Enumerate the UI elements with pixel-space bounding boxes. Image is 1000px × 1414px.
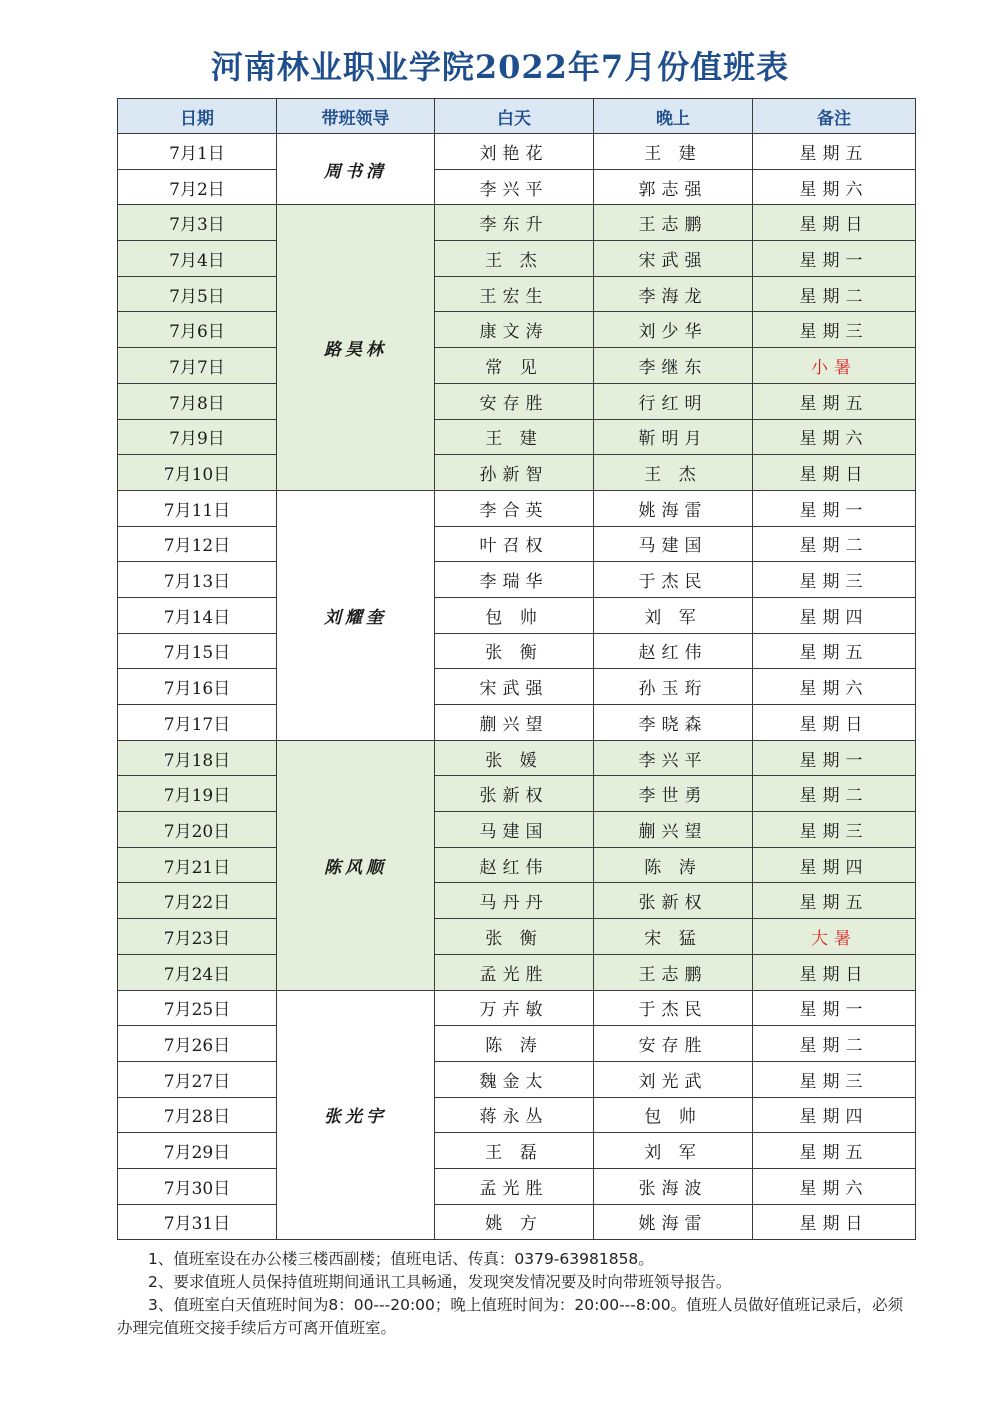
night-duty-cell: 李兴平 bbox=[594, 740, 753, 776]
day-duty-cell: 孟光胜 bbox=[435, 1168, 594, 1204]
day-duty-cell: 安存胜 bbox=[435, 383, 594, 419]
date-cell: 7月20日 bbox=[118, 812, 277, 848]
day-duty-cell: 李合英 bbox=[435, 490, 594, 526]
day-duty-cell: 叶召权 bbox=[435, 526, 594, 562]
night-duty-cell: 王 建 bbox=[594, 134, 753, 170]
remark-cell: 星期五 bbox=[753, 633, 916, 669]
remark-cell: 星期四 bbox=[753, 847, 916, 883]
remark-cell: 星期二 bbox=[753, 526, 916, 562]
night-duty-cell: 赵红伟 bbox=[594, 633, 753, 669]
remark-cell: 星期六 bbox=[753, 1168, 916, 1204]
day-duty-cell: 王 磊 bbox=[435, 1133, 594, 1169]
table-row bbox=[118, 312, 916, 348]
night-duty-cell: 张新权 bbox=[594, 883, 753, 919]
remark-cell: 星期五 bbox=[753, 383, 916, 419]
night-duty-cell: 刘少华 bbox=[594, 312, 753, 348]
night-duty-cell: 刘 军 bbox=[594, 1133, 753, 1169]
day-duty-cell: 张 衡 bbox=[435, 633, 594, 669]
table-row bbox=[118, 205, 916, 241]
night-duty-cell: 姚海雷 bbox=[594, 490, 753, 526]
night-duty-cell: 行红明 bbox=[594, 383, 753, 419]
night-duty-cell: 李晓森 bbox=[594, 705, 753, 741]
date-cell: 7月2日 bbox=[118, 169, 277, 205]
table-row bbox=[118, 383, 916, 419]
remark-cell: 星期六 bbox=[753, 669, 916, 705]
header-night-shift: 晚上 bbox=[594, 99, 753, 134]
day-duty-cell: 李东升 bbox=[435, 205, 594, 241]
night-duty-cell: 李世勇 bbox=[594, 776, 753, 812]
day-duty-cell: 王宏生 bbox=[435, 276, 594, 312]
table-row bbox=[118, 526, 916, 562]
date-cell: 7月6日 bbox=[118, 312, 277, 348]
night-duty-cell: 安存胜 bbox=[594, 1026, 753, 1062]
leader-cell: 陈风顺 bbox=[277, 740, 435, 990]
table-row bbox=[118, 169, 916, 205]
table-row bbox=[118, 705, 916, 741]
night-duty-cell: 宋武强 bbox=[594, 241, 753, 277]
day-duty-cell: 张 衡 bbox=[435, 919, 594, 955]
night-duty-cell: 王 杰 bbox=[594, 455, 753, 491]
date-cell: 7月22日 bbox=[118, 883, 277, 919]
remark-cell: 星期日 bbox=[753, 1204, 916, 1240]
table-row bbox=[118, 241, 916, 277]
day-duty-cell: 马丹丹 bbox=[435, 883, 594, 919]
table-row bbox=[118, 847, 916, 883]
notes-section bbox=[117, 1248, 917, 1340]
table-row bbox=[118, 490, 916, 526]
table-row bbox=[118, 740, 916, 776]
date-cell: 7月5日 bbox=[118, 276, 277, 312]
night-duty-cell: 李继东 bbox=[594, 348, 753, 384]
table-row bbox=[118, 990, 916, 1026]
table-row bbox=[118, 954, 916, 990]
remark-cell: 星期日 bbox=[753, 455, 916, 491]
table-row bbox=[118, 919, 916, 955]
night-duty-cell: 马建国 bbox=[594, 526, 753, 562]
date-cell: 7月29日 bbox=[118, 1133, 277, 1169]
date-cell: 7月7日 bbox=[118, 348, 277, 384]
remark-cell: 星期四 bbox=[753, 597, 916, 633]
table-row bbox=[118, 455, 916, 491]
date-cell: 7月12日 bbox=[118, 526, 277, 562]
date-cell: 7月23日 bbox=[118, 919, 277, 955]
day-duty-cell: 李瑞华 bbox=[435, 562, 594, 598]
day-duty-cell: 陈 涛 bbox=[435, 1026, 594, 1062]
header-remarks: 备注 bbox=[753, 99, 916, 134]
night-duty-cell: 陈 涛 bbox=[594, 847, 753, 883]
remark-cell: 小暑 bbox=[753, 348, 916, 384]
page-title: 河南林业职业学院2022年7月份值班表 bbox=[210, 48, 790, 86]
date-cell: 7月3日 bbox=[118, 205, 277, 241]
night-duty-cell: 宋 猛 bbox=[594, 919, 753, 955]
remark-cell: 大暑 bbox=[753, 919, 916, 955]
night-duty-cell: 于杰民 bbox=[594, 990, 753, 1026]
date-cell: 7月18日 bbox=[118, 740, 277, 776]
table-row bbox=[118, 134, 916, 170]
night-duty-cell: 王志鹏 bbox=[594, 954, 753, 990]
table-header-row bbox=[118, 99, 916, 134]
remark-cell: 星期六 bbox=[753, 419, 916, 455]
date-cell: 7月11日 bbox=[118, 490, 277, 526]
date-cell: 7月9日 bbox=[118, 419, 277, 455]
date-cell: 7月16日 bbox=[118, 669, 277, 705]
remark-cell: 星期二 bbox=[753, 1026, 916, 1062]
table-row bbox=[118, 1133, 916, 1169]
date-cell: 7月15日 bbox=[118, 633, 277, 669]
table-row bbox=[118, 1061, 916, 1097]
duty-table-body bbox=[118, 134, 916, 1240]
date-cell: 7月24日 bbox=[118, 954, 277, 990]
night-duty-cell: 刘 军 bbox=[594, 597, 753, 633]
day-duty-cell: 宋武强 bbox=[435, 669, 594, 705]
remark-cell: 星期三 bbox=[753, 1061, 916, 1097]
table-row bbox=[118, 562, 916, 598]
remark-cell: 星期日 bbox=[753, 954, 916, 990]
table-row bbox=[118, 1204, 916, 1240]
table-row bbox=[118, 419, 916, 455]
remark-cell: 星期二 bbox=[753, 276, 916, 312]
remark-cell: 星期三 bbox=[753, 562, 916, 598]
remark-cell: 星期四 bbox=[753, 1097, 916, 1133]
remark-cell: 星期五 bbox=[753, 134, 916, 170]
remark-cell: 星期六 bbox=[753, 169, 916, 205]
remark-cell: 星期三 bbox=[753, 312, 916, 348]
remark-cell: 星期一 bbox=[753, 490, 916, 526]
day-duty-cell: 马建国 bbox=[435, 812, 594, 848]
day-duty-cell: 万卉敏 bbox=[435, 990, 594, 1026]
day-duty-cell: 常 见 bbox=[435, 348, 594, 384]
remark-cell: 星期日 bbox=[753, 205, 916, 241]
night-duty-cell: 包 帅 bbox=[594, 1097, 753, 1133]
header-date: 日期 bbox=[118, 99, 277, 134]
day-duty-cell: 张新权 bbox=[435, 776, 594, 812]
date-cell: 7月28日 bbox=[118, 1097, 277, 1133]
date-cell: 7月27日 bbox=[118, 1061, 277, 1097]
table-row bbox=[118, 1097, 916, 1133]
date-cell: 7月13日 bbox=[118, 562, 277, 598]
table-row bbox=[118, 276, 916, 312]
table-row bbox=[118, 776, 916, 812]
header-day-shift: 白天 bbox=[435, 99, 594, 134]
day-duty-cell: 魏金太 bbox=[435, 1061, 594, 1097]
day-duty-cell: 蒯兴望 bbox=[435, 705, 594, 741]
date-cell: 7月31日 bbox=[118, 1204, 277, 1240]
night-duty-cell: 王志鹏 bbox=[594, 205, 753, 241]
date-cell: 7月19日 bbox=[118, 776, 277, 812]
date-cell: 7月8日 bbox=[118, 383, 277, 419]
remark-cell: 星期一 bbox=[753, 740, 916, 776]
night-duty-cell: 孙玉珩 bbox=[594, 669, 753, 705]
date-cell: 7月17日 bbox=[118, 705, 277, 741]
remark-cell: 星期一 bbox=[753, 241, 916, 277]
night-duty-cell: 刘光武 bbox=[594, 1061, 753, 1097]
night-duty-cell: 蒯兴望 bbox=[594, 812, 753, 848]
leader-cell: 周书清 bbox=[277, 134, 435, 205]
day-duty-cell: 姚 方 bbox=[435, 1204, 594, 1240]
table-row bbox=[118, 633, 916, 669]
table-row bbox=[118, 883, 916, 919]
table-row bbox=[118, 348, 916, 384]
date-cell: 7月14日 bbox=[118, 597, 277, 633]
remark-cell: 星期三 bbox=[753, 812, 916, 848]
note-2: 2、要求值班人员保持值班期间通讯工具畅通，发现突发情况要及时向带班领导报告。 bbox=[148, 1273, 732, 1291]
leader-cell: 张光宇 bbox=[277, 990, 435, 1240]
date-cell: 7月21日 bbox=[118, 847, 277, 883]
day-duty-cell: 刘艳花 bbox=[435, 134, 594, 170]
day-duty-cell: 赵红伟 bbox=[435, 847, 594, 883]
table-row bbox=[118, 669, 916, 705]
date-cell: 7月25日 bbox=[118, 990, 277, 1026]
date-cell: 7月26日 bbox=[118, 1026, 277, 1062]
night-duty-cell: 姚海雷 bbox=[594, 1204, 753, 1240]
leader-cell: 路昊林 bbox=[277, 205, 435, 491]
day-duty-cell: 康文涛 bbox=[435, 312, 594, 348]
leader-cell: 刘耀奎 bbox=[277, 490, 435, 740]
table-row bbox=[118, 1026, 916, 1062]
night-duty-cell: 张海波 bbox=[594, 1168, 753, 1204]
remark-cell: 星期五 bbox=[753, 883, 916, 919]
date-cell: 7月30日 bbox=[118, 1168, 277, 1204]
night-duty-cell: 于杰民 bbox=[594, 562, 753, 598]
remark-cell: 星期一 bbox=[753, 990, 916, 1026]
date-cell: 7月4日 bbox=[118, 241, 277, 277]
header-leader: 带班领导 bbox=[277, 99, 435, 134]
day-duty-cell: 王 杰 bbox=[435, 241, 594, 277]
remark-cell: 星期二 bbox=[753, 776, 916, 812]
day-duty-cell: 孟光胜 bbox=[435, 954, 594, 990]
remark-cell: 星期五 bbox=[753, 1133, 916, 1169]
night-duty-cell: 靳明月 bbox=[594, 419, 753, 455]
day-duty-cell: 李兴平 bbox=[435, 169, 594, 205]
date-cell: 7月10日 bbox=[118, 455, 277, 491]
date-cell: 7月1日 bbox=[118, 134, 277, 170]
night-duty-cell: 李海龙 bbox=[594, 276, 753, 312]
table-row bbox=[118, 1168, 916, 1204]
day-duty-cell: 王 建 bbox=[435, 419, 594, 455]
day-duty-cell: 包 帅 bbox=[435, 597, 594, 633]
day-duty-cell: 张 媛 bbox=[435, 740, 594, 776]
remark-cell: 星期日 bbox=[753, 705, 916, 741]
table-row bbox=[118, 597, 916, 633]
note-1: 1、值班室设在办公楼三楼西副楼；值班电话、传真：0379-63981858。 bbox=[148, 1250, 654, 1268]
table-row bbox=[118, 812, 916, 848]
night-duty-cell: 郭志强 bbox=[594, 169, 753, 205]
note-3: 3、值班室白天值班时间为8：00---20:00；晚上值班时间为：20:00---8:00。值班人员做好值班记录后，必须办理完值班交接手续后方可离开值班室。 bbox=[117, 1296, 904, 1337]
day-duty-cell: 蒋永丛 bbox=[435, 1097, 594, 1133]
duty-table bbox=[117, 98, 916, 1240]
day-duty-cell: 孙新智 bbox=[435, 455, 594, 491]
